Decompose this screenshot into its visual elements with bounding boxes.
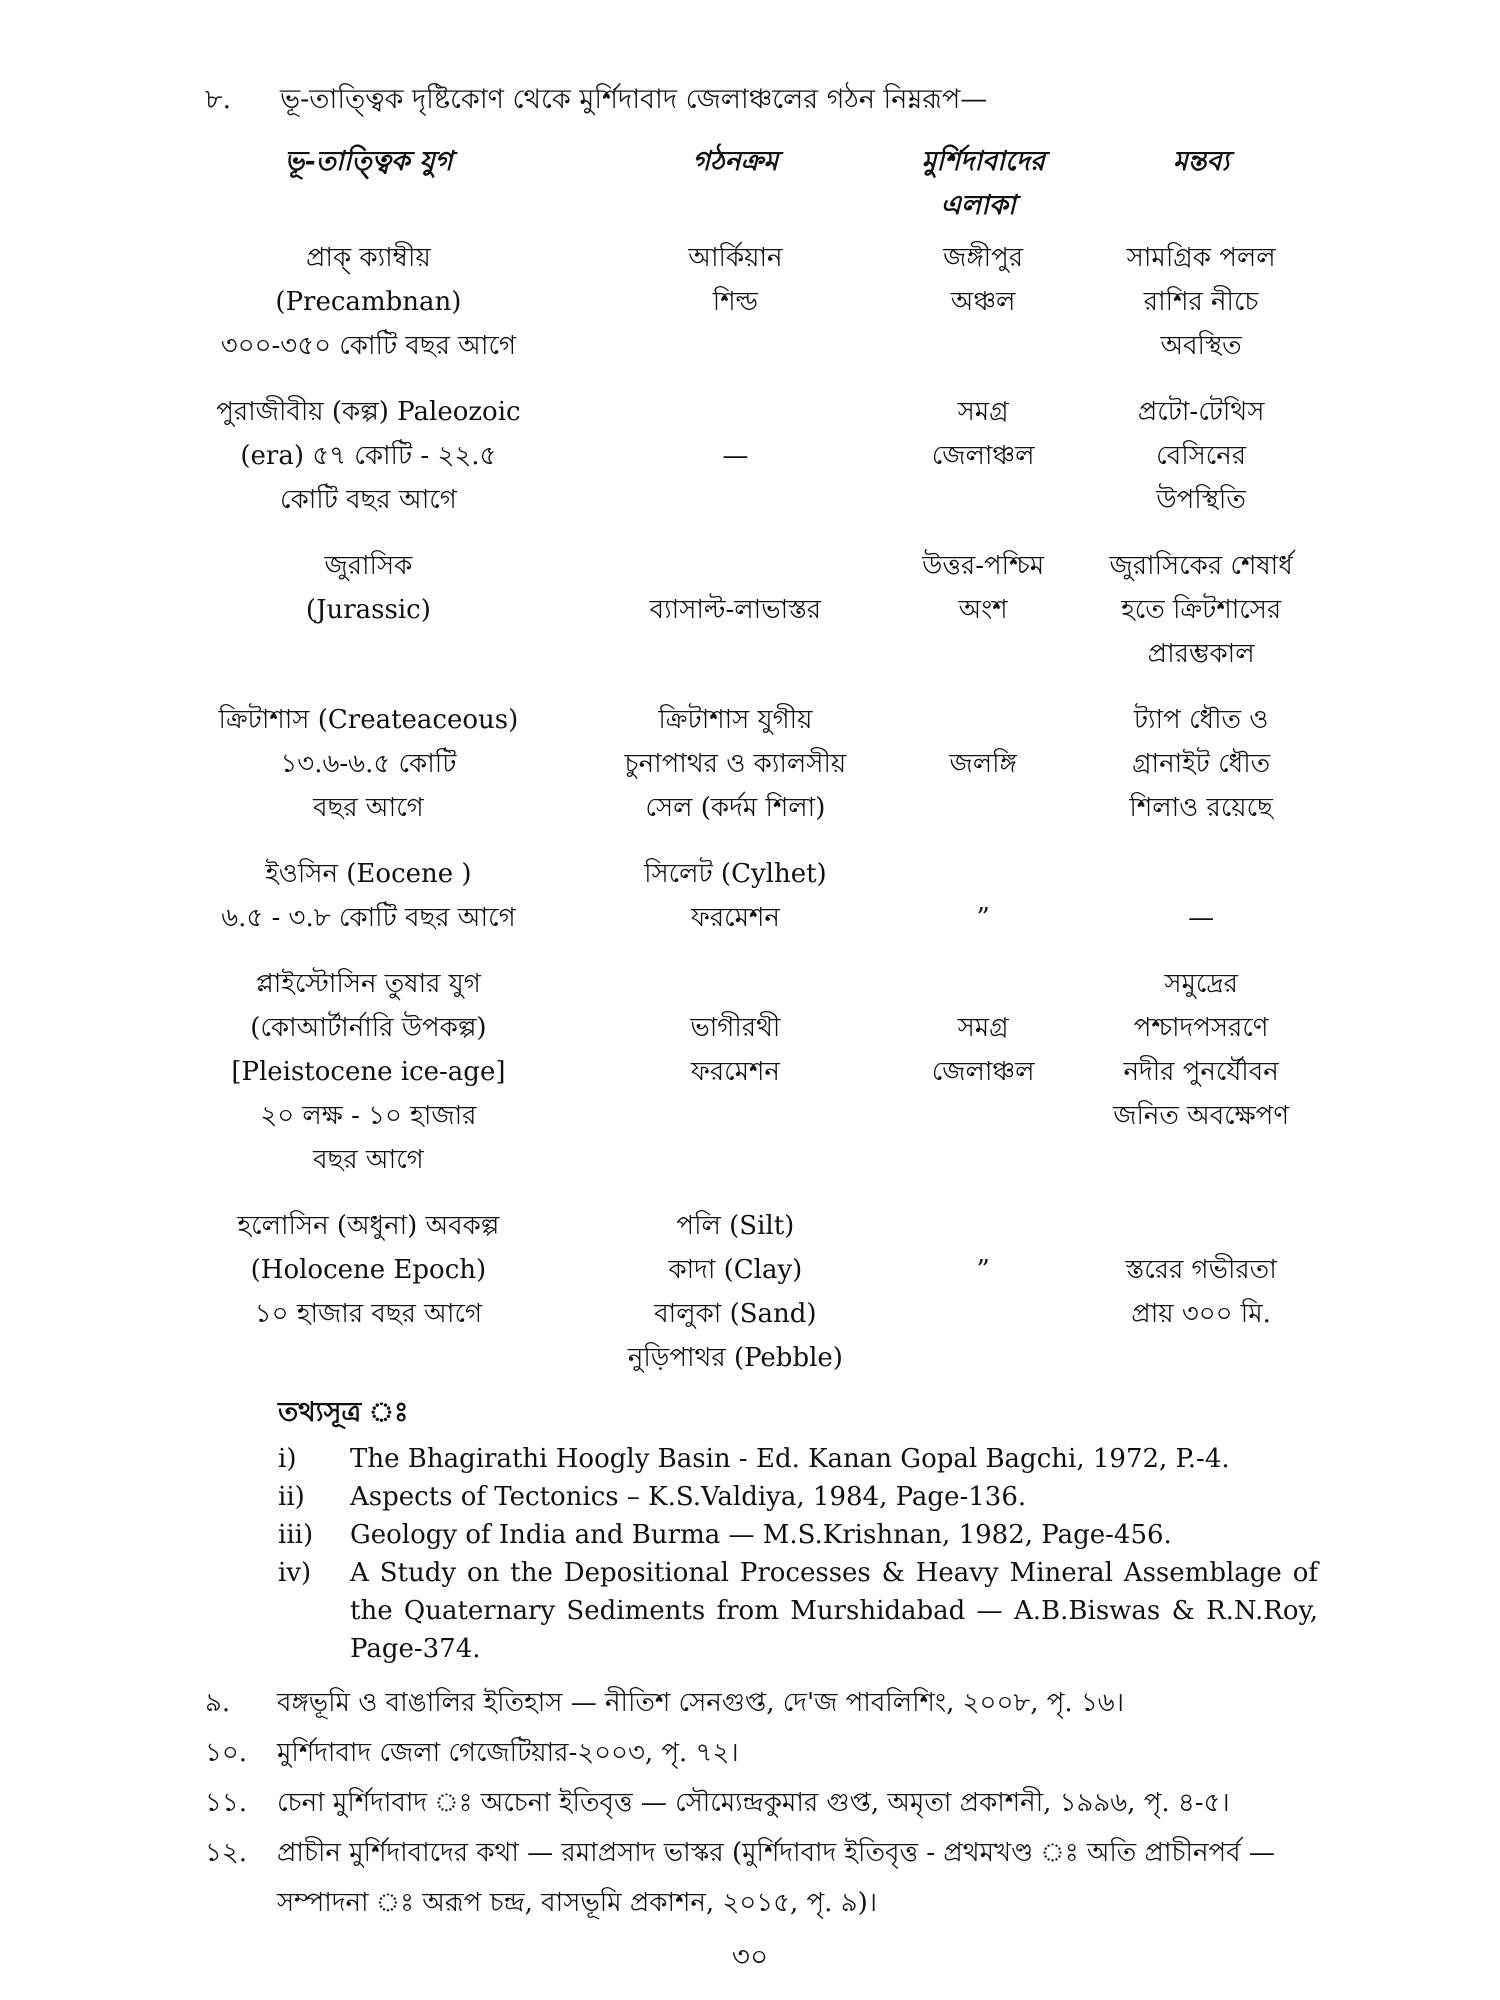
source-number: i) [278, 1444, 297, 1474]
cell-line: গ্রানাইট ধৌত [1132, 749, 1271, 779]
cell-line: সমগ্র [957, 1013, 1009, 1043]
cell-line [894, 962, 1072, 1006]
cell-line: ভূ-তাত্ত্বিক যুগ [284, 146, 453, 177]
section-heading [205, 80, 1355, 120]
table-cell [200, 852, 537, 940]
table-cell [587, 236, 884, 368]
table-cell [200, 698, 537, 830]
table-cell [587, 1204, 884, 1380]
table-cell [894, 962, 1072, 1182]
table-cell [200, 544, 537, 676]
cell-line: বেসিনের [1156, 441, 1247, 471]
table-row [200, 390, 1320, 522]
section-title: ভূ-তাত্ত্বিক দৃষ্টিকোণ থেকে মুর্শিদাবাদ জেলাঞ্চলের গঠন নিম্নরূপ— [280, 84, 988, 115]
cell-line: আর্কিয়ান [688, 243, 783, 273]
cell-line [1082, 852, 1320, 896]
footnotes-list [205, 1678, 1325, 1928]
footnote-text: চেনা মুর্শিদাবাদ ঃ অচেনা ইতিবৃত্ত — সৌম্যেন্দ্রকুমার গুপ্ত, অমৃতা প্রকাশনী, ১৯৯৬, পৃ. ৪-৫। [277, 1788, 1230, 1818]
table-body [200, 236, 1320, 1380]
sources-list [278, 1440, 1318, 1668]
cell-line: সামগ্রিক পলল [1126, 243, 1276, 273]
cell-line: নদীর পুনর্যৌবন [1123, 1057, 1279, 1087]
cell-line: জলঙ্গি [949, 749, 1017, 779]
header-murshidabad-area [894, 140, 1072, 228]
source-item [278, 1478, 1318, 1516]
table-cell [200, 390, 537, 522]
table-cell [894, 852, 1072, 940]
cell-line: ১০ হাজার বছর আগে [254, 1299, 482, 1329]
table-row [200, 698, 1320, 830]
cell-line: জনিত অবক্ষেপণ [1113, 1101, 1290, 1131]
source-item [278, 1516, 1318, 1554]
cell-line [894, 852, 1072, 896]
table-row [200, 852, 1320, 940]
footnote-number: ১১. [205, 1788, 248, 1818]
table-cell [200, 236, 537, 368]
cell-line: এলাকা [940, 190, 1016, 221]
cell-line: ফরমেশন [690, 1057, 780, 1087]
source-text: The Bhagirathi Hoogly Basin - Ed. Kanan Gopal Bagchi, 1972, P.-4. [350, 1444, 1230, 1474]
cell-line: ক্রিটাশাস (Createaceous) [218, 705, 519, 735]
cell-line: ক্রিটাশাস যুগীয় [658, 705, 813, 735]
table-cell [1082, 962, 1320, 1182]
cell-line: অবস্থিত [1160, 331, 1242, 361]
cell-line: প্রটো-টেথিস [1137, 397, 1265, 427]
cell-line: ” [976, 903, 990, 933]
cell-line: — [722, 441, 749, 471]
cell-line: পশ্চাদপসরণে [1133, 1013, 1269, 1043]
table-cell [200, 1204, 537, 1380]
section-number: ৮. [205, 84, 232, 115]
footnote-number: ৯. [205, 1688, 231, 1718]
table-cell [1082, 390, 1320, 522]
source-number: iii) [278, 1520, 314, 1550]
cell-line: ইওসিন (Eocene ) [265, 859, 472, 889]
cell-line: বালুকা (Sand) [654, 1299, 817, 1329]
table-cell [894, 390, 1072, 522]
cell-line: মুর্শিদাবাদের [921, 146, 1045, 177]
cell-line: বছর আগে [313, 793, 424, 823]
cell-line: ৩০০-৩৫০ কোটি বছর আগে [220, 331, 516, 361]
cell-line: সিলেট (Cylhet) [644, 859, 827, 889]
geology-table [200, 140, 1320, 1380]
cell-line: জেলাঞ্চল [931, 1057, 1035, 1087]
cell-line: (era) ৫৭ কোটি - ২২.৫ [240, 441, 497, 471]
table-cell [1082, 236, 1320, 368]
footnote-text: প্রাচীন মুর্শিদাবাদের কথা — রমাপ্রসাদ ভাস্কর (মুর্শিদাবাদ ইতিবৃত্ত - প্রথমখণ্ড ঃ অতি প্রাচীনপর্ব — সম্পাদনা ঃ অরূপ চন্দ্র, বাসভূমি প্রকাশন, ২০১৫, পৃ. ৯)। [277, 1838, 1275, 1918]
cell-line: ট্যাপ ধৌত ও [1133, 705, 1269, 735]
cell-line: জুরাসিকের শেষার্ধ [1109, 551, 1293, 581]
source-text: A Study on the Depositional Processes & Heavy Mineral Assemblage of the Quaternary Sediments from Murshidabad — A.B.Biswas & R.N.Roy, Page-374. [350, 1558, 1318, 1664]
cell-line: জুরাসিক [324, 551, 413, 581]
cell-line: প্রারম্ভকাল [1147, 639, 1255, 669]
cell-line: সমুদ্রের [1164, 969, 1238, 999]
table-cell [1082, 852, 1320, 940]
cell-line: সেল (কর্দম শিলা) [645, 793, 826, 823]
table-cell [1082, 544, 1320, 676]
cell-line: অংশ [958, 595, 1008, 625]
cell-line: পলি (Silt) [676, 1211, 795, 1241]
cell-line: অঞ্চল [950, 287, 1016, 317]
table-cell [1082, 1204, 1320, 1380]
cell-line: উপস্থিতি [1156, 485, 1246, 515]
header-remarks [1082, 140, 1320, 228]
source-item [278, 1440, 1318, 1478]
table-cell [587, 852, 884, 940]
cell-line: সমগ্র [957, 397, 1009, 427]
cell-line: প্রায় ৩০০ মি. [1131, 1299, 1271, 1329]
page-number: ৩০ [731, 1940, 769, 1973]
cell-line: (Holocene Epoch) [250, 1255, 487, 1285]
cell-line: গঠনক্রম [692, 146, 779, 177]
footnote-item [205, 1728, 1325, 1778]
footnote-item [205, 1778, 1325, 1828]
table-cell [894, 1204, 1072, 1380]
cell-line [1082, 1204, 1320, 1248]
cell-line: (কোআর্টার্নারি উপকল্প) [250, 1013, 487, 1043]
cell-line: বছর আগে [313, 1145, 424, 1175]
source-number: ii) [278, 1482, 305, 1512]
cell-line: চুনাপাথর ও ক্যালসীয় [624, 749, 847, 779]
cell-line [894, 1204, 1072, 1248]
cell-line: [Pleistocene ice-age] [231, 1057, 506, 1087]
cell-line: মন্তব্য [1172, 146, 1230, 177]
cell-line: রাশির নীচে [1143, 287, 1259, 317]
header-formation [587, 140, 884, 228]
cell-line: হলোসিন (অধুনা) অবকল্প [237, 1211, 500, 1241]
table-cell [894, 236, 1072, 368]
table-row [200, 1204, 1320, 1380]
source-number: iv) [278, 1558, 312, 1588]
cell-line: কোটি বছর আগে [280, 485, 457, 515]
table-row [200, 236, 1320, 368]
footnote-text: মুর্শিদাবাদ জেলা গেজেটিয়ার-২০০৩, পৃ. ৭২। [277, 1738, 739, 1768]
cell-line: ২০ লক্ষ - ১০ হাজার [260, 1101, 477, 1131]
footnote-number: ১০. [205, 1738, 248, 1768]
source-text: Aspects of Tectonics – K.S.Valdiya, 1984, Page-136. [350, 1482, 1027, 1512]
table-row [200, 544, 1320, 676]
source-item [278, 1554, 1318, 1668]
cell-line: — [1188, 903, 1215, 933]
cell-line: জেলাঞ্চল [931, 441, 1035, 471]
cell-line [587, 544, 884, 588]
cell-line: ভাগীরথী [690, 1013, 781, 1043]
cell-line: (Precambnan) [275, 287, 462, 317]
cell-line [587, 962, 884, 1006]
footnote-number: ১২. [205, 1838, 248, 1868]
table-cell [894, 698, 1072, 830]
cell-line: কাদা (Clay) [668, 1255, 803, 1285]
cell-line: শিল্ড [712, 287, 758, 317]
footnote-text: বঙ্গভূমি ও বাঙালির ইতিহাস — নীতিশ সেনগুপ্ত, দে'জ পাবলিশিং, ২০০৮, পৃ. ১৬। [277, 1688, 1125, 1718]
cell-line: পুরাজীবীয় (কল্প) Paleozoic [216, 397, 521, 427]
cell-line: প্লাইস্টোসিন তুষার যুগ [256, 969, 481, 999]
cell-line: উত্তর-পশ্চিম [922, 551, 1045, 581]
cell-line: (Jurassic) [305, 595, 431, 625]
cell-line: ১৩.৬-৬.৫ কোটি [280, 749, 457, 779]
table-cell [1082, 698, 1320, 830]
table-cell [587, 698, 884, 830]
table-cell [200, 962, 537, 1182]
cell-line: ব্যাসাল্ট-লাভাস্তর [649, 595, 822, 625]
cell-line: ৬.৫ - ৩.৮ কোটি বছর আগে [221, 903, 516, 933]
cell-line [894, 698, 1072, 742]
cell-line [587, 390, 884, 434]
cell-line: শিলাও রয়েছে [1129, 793, 1273, 823]
table-cell [587, 390, 884, 522]
table-cell [587, 962, 884, 1182]
sources-title: তথ্যসূত্র ঃ [278, 1397, 409, 1428]
table-cell [894, 544, 1072, 676]
cell-line: স্তরের গভীরতা [1125, 1255, 1277, 1285]
cell-line: প্রাক্ ক্যাম্বীয় [306, 243, 431, 273]
header-geologic-era [200, 140, 537, 228]
footnote-item [205, 1678, 1325, 1728]
cell-line: ” [976, 1255, 990, 1285]
source-text: Geology of India and Burma — M.S.Krishnan, 1982, Page-456. [350, 1520, 1172, 1550]
table-cell [587, 544, 884, 676]
cell-line: হতে ক্রিটশাসের [1121, 595, 1282, 625]
table-row [200, 962, 1320, 1182]
cell-line: নুড়িপাথর (Pebble) [627, 1343, 843, 1373]
footnote-item [205, 1828, 1325, 1928]
table-header [200, 140, 1320, 228]
cell-line: ফরমেশন [690, 903, 780, 933]
cell-line: জঙ্গীপুর [943, 243, 1024, 273]
